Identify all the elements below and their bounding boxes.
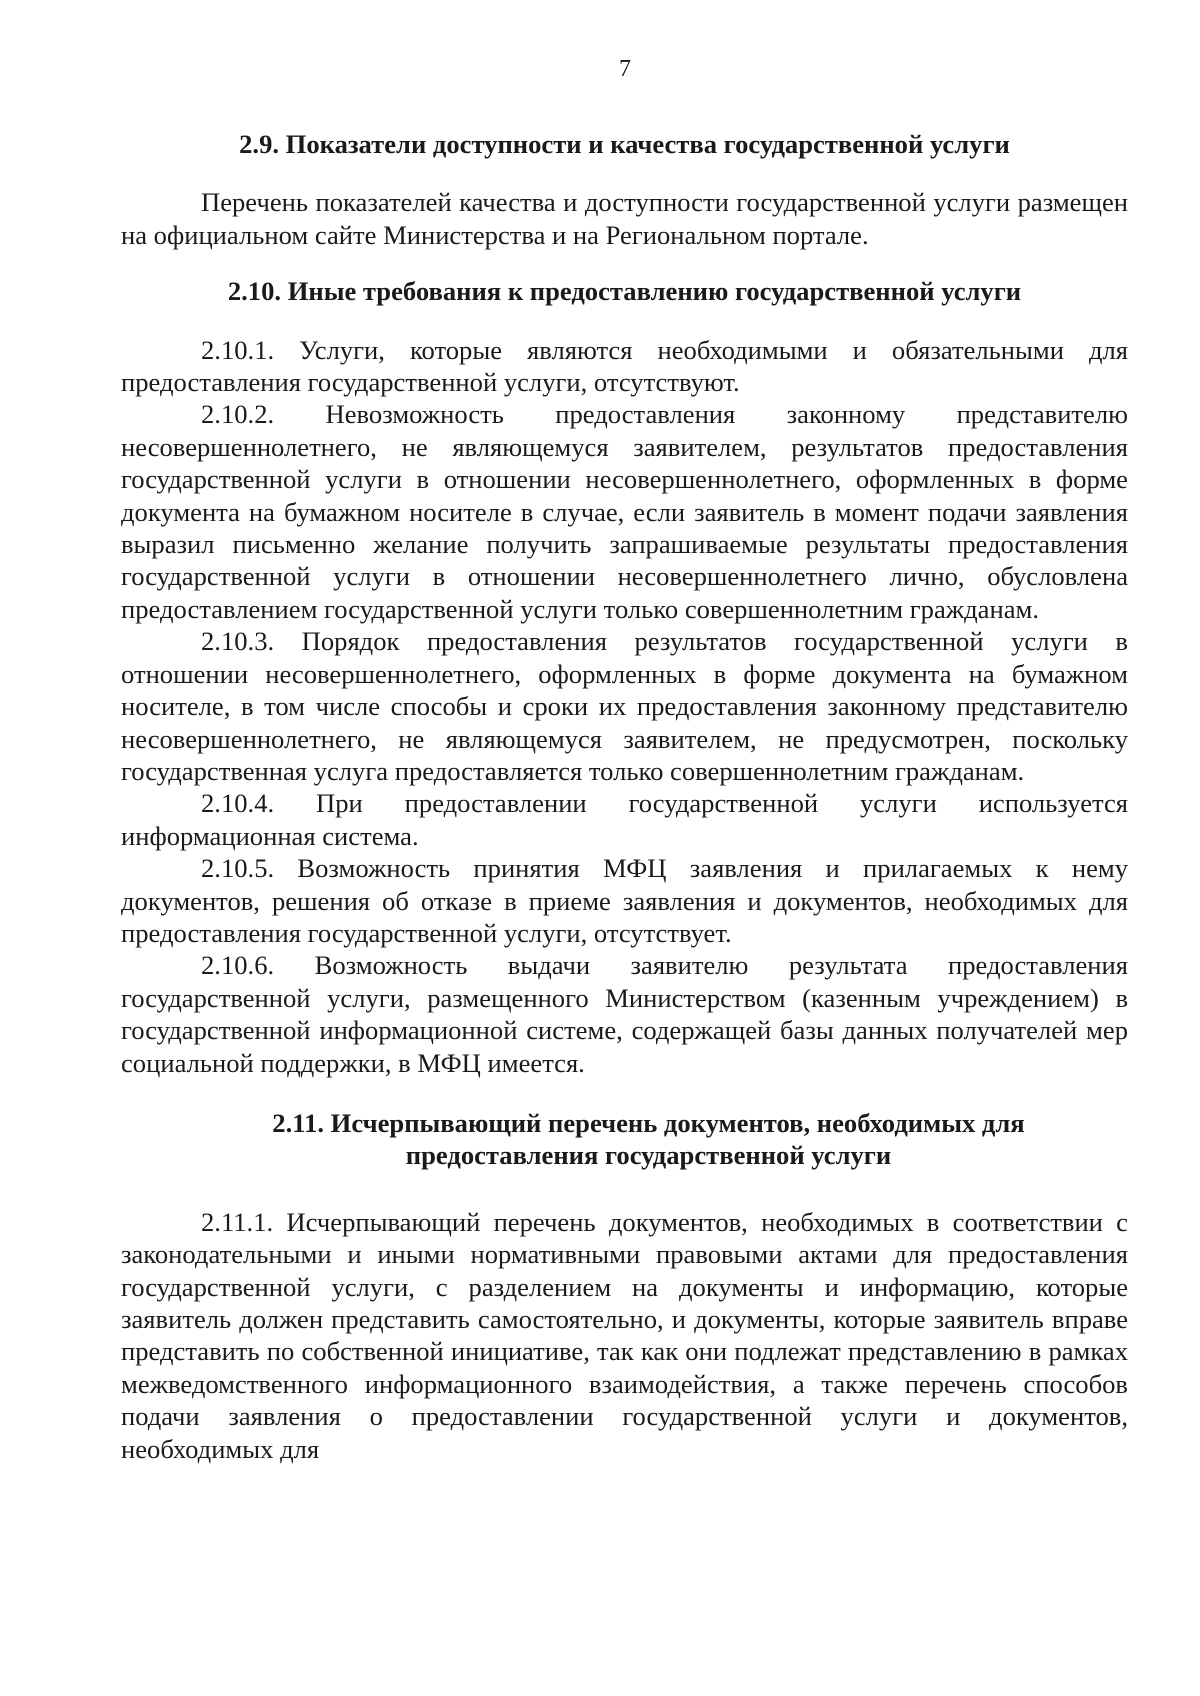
section-2-11-heading bbox=[121, 1107, 1128, 1172]
paragraph-2-11-1: 2.11.1. Исчерпывающий перечень документов, необходимых в соответствии с законодательными и иными нормативными правовыми актами для предоставления государственной услуги, с разделением на документы и информацию, которые заявитель должен представить самостоятельно, и документы, которые заявитель вправе представить по собственной инициативе, так как они подлежат представлению в рамках межведомственного информационного взаимодействия, а также перечень способов подачи заявления о предоставлении государственной услуги и документов, необходимых для bbox=[121, 1206, 1128, 1464]
page-number: 7 bbox=[619, 56, 631, 82]
paragraph-2-10-5: 2.10.5. Возможность принятия МФЦ заявления и прилагаемых к нему документов, решения об отказе в приеме заявления и документов, необходимых для предоставления государственной услуги, отсутствует. bbox=[121, 853, 1128, 948]
page-content bbox=[121, 128, 1128, 1465]
paragraph-2-10-6: 2.10.6. Возможность выдачи заявителю результата предоставления государственной услуги, размещенного Министерством (казенным учреждением) в государственной информационной системе, содержащей базы данных получателей мер социальной поддержки, в МФЦ имеется. bbox=[121, 950, 1128, 1078]
paragraph-2-10-4: 2.10.4. При предоставлении государственной услуги используется информационная система. bbox=[121, 788, 1128, 851]
section-2-9-heading: 2.9. Показатели доступности и качества государственной услуги bbox=[239, 129, 1010, 159]
section-2-11-heading-line-2: предоставления государственной услуги bbox=[405, 1140, 892, 1171]
paragraph-2-10-2: 2.10.2. Невозможность предоставления законному представителю несовершеннолетнего, не являющемуся заявителем, результатов предоставления государственной услуги в отношении несовершеннолетнего, оформленных в форме документа на бумажном носителе в случае, если заявитель в момент подачи заявления выразил письменно желание получить запрашиваемые результаты предоставления государственной услуги в отношении несовершеннолетнего лично, обусловлена предоставлением государственной услуги только совершеннолетним гражданам. bbox=[121, 399, 1128, 624]
paragraph-2-10-1: 2.10.1. Услуги, которые являются необходимыми и обязательными для предоставления государственной услуги, отсутствуют. bbox=[121, 334, 1128, 398]
section-2-10-heading: 2.10. Иные требования к предоставлению государственной услуги bbox=[227, 276, 1022, 307]
section-2-9-paragraph: Перечень показателей качества и доступности государственной услуги размещен на официальном сайте Министерства и на Региональном портале. bbox=[121, 187, 1128, 250]
section-2-11-heading-line-1: 2.11. Исчерпывающий перечень документов, необходимых для bbox=[272, 1107, 1025, 1138]
paragraph-2-10-3: 2.10.3. Порядок предоставления результатов государственной услуги в отношении несовершеннолетнего, оформленных в форме документа на бумажном носителе, в том числе способы и сроки их предоставления законному представителю несовершеннолетнего, не являющемуся заявителем, не предусмотрен, поскольку государственная услуга предоставляется только совершеннолетним гражданам. bbox=[121, 626, 1128, 786]
